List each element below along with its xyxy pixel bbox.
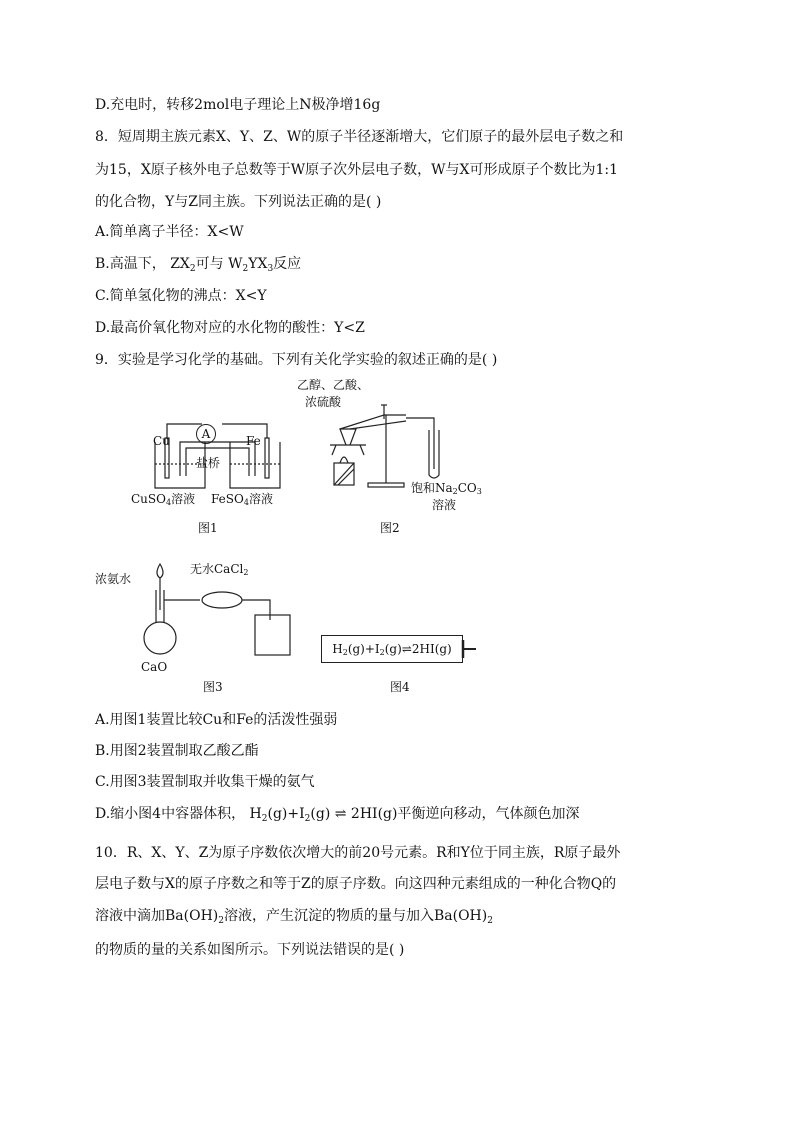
q9-option-c: C.用图3装置制取并收集干燥的氨气 [95, 774, 315, 790]
figure-4-plunger [462, 640, 476, 658]
fig3-cao-label: CaO [141, 660, 168, 674]
q9-option-a: A.用图1装置比较Cu和Fe的活泼性强弱 [95, 712, 338, 728]
figure-3-caption: 图3 [203, 680, 223, 694]
q8-option-d: D.最高价氧化物对应的水化物的酸性：Y<Z [95, 320, 365, 336]
fig1-salt-bridge-label: 盐桥 [196, 456, 221, 470]
q9-stem: 9．实验是学习化学的基础。下列有关化学实验的叙述正确的是( ) [95, 352, 498, 368]
q8-stem-line3: 的化合物，Y与Z同主族。下列说法正确的是( ) [95, 194, 382, 210]
figure-4-container: $H_2(g)+I_2(g)\rightleftharpoons 2HI(g)$ [321, 635, 463, 663]
figure-1-caption: 图1 [198, 521, 218, 535]
q9-option-b: B.用图2装置制取乙酸乙酯 [95, 743, 259, 759]
q8-option-a: A.简单离子半径：X<W [95, 224, 244, 240]
fig2-sodium-carbonate-label: 饱和$Na_2CO_3$ [411, 481, 482, 496]
fig1-left-solution: CuSO$_4$溶液 [131, 492, 196, 507]
q7-option-d: D.充电时，转移2mol电子理论上N极净增16g [95, 97, 381, 113]
q8-option-b: B.高温下， $ZX_2$可与 $W_2YX_3$反应 [95, 256, 302, 274]
fig1-fe-label: Fe [246, 434, 261, 448]
figure-2-caption: 图2 [380, 521, 400, 535]
figure-4-caption: 图4 [390, 680, 410, 694]
q10-stem-line4: 的物质的量的关系如图所示。下列说法错误的是( ) [95, 942, 405, 958]
fig1-right-solution: FeSO$_4$溶液 [211, 492, 273, 507]
fig3-cacl2-label: 无水CaCl$_2$ [190, 562, 249, 577]
q10-stem-line1: 10．R、X、Y、Z为原子序数依次增大的前20号元素。R和Y位于同主族，R原子最外 [95, 845, 621, 861]
q10-stem-line2: 层电子数与X的原子序数之和等于Z的原子序数。向这四种元素组成的一种化合物Q的 [95, 876, 617, 892]
fig2-reagents-line1: 乙醇、乙酸、 [297, 378, 370, 392]
q8-stem-line1: 8．短周期主族元素X、Y、Z、W的原子半径逐渐增大，它们原子的最外层电子数之和 [95, 129, 624, 145]
q9-option-d: D.缩小图4中容器体积， $H_2(g)+I_2(g)$ ⇌ 2HI(g)平衡逆向移动，气体颜色加深 [95, 806, 580, 824]
fig2-reagents-line2: 浓硫酸 [305, 395, 342, 409]
q8-option-c: C.简单氢化物的沸点：X<Y [95, 288, 267, 304]
ammeter-icon: A [196, 424, 216, 444]
q10-stem-line3: 溶液中滴加$Ba(OH)_2$溶液，产生沉淀的物质的量与加入$Ba(OH)_2$ [95, 908, 493, 926]
fig2-solution-label: 溶液 [432, 498, 457, 512]
fig1-cu-label: Cu [153, 434, 170, 448]
figure-2-ester-apparatus [326, 385, 486, 495]
q8-stem-line2: 为15，X原子核外电子总数等于W原子次外层电子数，W与X可形成原子个数比为1:1 [95, 162, 619, 178]
fig3-ammonia-label: 浓氨水 [95, 572, 132, 586]
